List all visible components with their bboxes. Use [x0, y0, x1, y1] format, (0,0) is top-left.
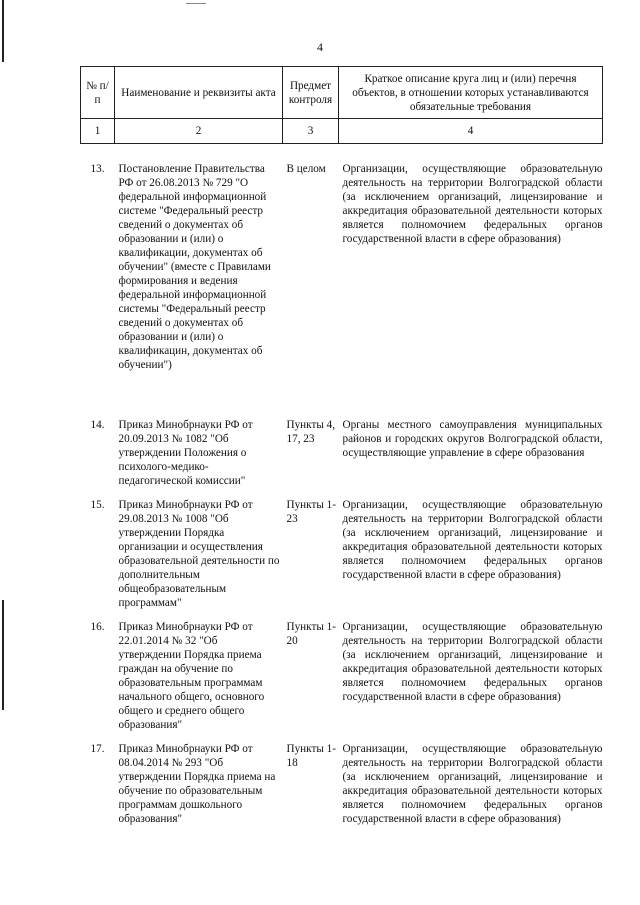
header-description: Краткое описание круга лиц и (или) перечня объектов, в отношении которых устанавливаются обязательные требования [339, 67, 603, 119]
row-description: Органы местного самоуправления муниципальных районов и городских округов Волгоградской области, осуществляющие управление в сфере образования [342, 419, 603, 459]
header-num: № п/п [81, 67, 115, 119]
row-number: 16. [90, 621, 105, 633]
row-act: Приказ Минобрнауки РФ от 29.08.2013 № 1008 "Об утверждении Порядка организации и осуществления образовательной деятельности по дополнительным общеобразовательным программам" [118, 499, 280, 609]
row-subject: Пункты 1-23 [286, 499, 336, 525]
row-description: Организации, осуществляющие образовательную деятельность на территории Волгоградской области (за исключением организаций, лицензирование и аккредитация образовательной деятельности которых является полномочием федеральных органов государственной власти в сфере образования) [342, 499, 603, 581]
row-act: Приказ Минобрнауки РФ от 20.09.2013 № 1082 "Об утверждении Положения о психолого-медико-педагогической комиссии" [118, 419, 253, 487]
column-index-cell: 2 [115, 119, 283, 144]
row-subject: В целом [286, 163, 326, 175]
row-subject: Пункты 1-20 [286, 621, 336, 647]
table-row [81, 144, 603, 419]
row-subject: Пункты 4, 17, 23 [286, 419, 336, 445]
table-row [81, 742, 603, 852]
row-description: Организации, осуществляющие образовательную деятельность на территории Волгоградской области (за исключением организаций, лицензирование и аккредитация образовательной деятельности которых является полномочием федеральных органов государственной власти в сфере образования) [342, 621, 603, 703]
row-act: Приказ Минобрнауки РФ от 22.01.2014 № 32 "Об утверждении Порядка приема граждан на обучение по образовательным программам начального общего, основного общего и среднего общего образования" [118, 621, 265, 731]
row-number: 13. [90, 163, 105, 175]
requirements-table [80, 66, 603, 852]
row-subject: Пункты 1-18 [286, 743, 336, 769]
table-header-row [81, 67, 603, 119]
row-act: Приказ Минобрнауки РФ от 08.04.2014 № 293 "Об утверждении Порядка приема на обучение по образовательным программам дошкольного образования" [118, 743, 276, 825]
table-row [81, 418, 603, 498]
row-description: Организации, осуществляющие образовательную деятельность на территории Волгоградской области (за исключением организаций, лицензирование и аккредитация образовательной деятельности которых является полномочием федеральных органов государственной власти в сфере образования) [342, 163, 603, 245]
table-row [81, 498, 603, 620]
row-act: Постановление Правительства РФ от 26.08.2013 № 729 "О федеральной информационной системе "Федеральный реестр сведений о документах об образовании и (или) о квалификации, документах об обучении" (вместе с Правилами формирования и ведения федеральной информационной системы "Федеральный реестр сведений о документах об образовании и (или) о квалификацин, документах об обучении") [118, 163, 271, 371]
scan-mark-top [186, 3, 206, 4]
column-index-row [81, 119, 603, 144]
row-number: 15. [90, 499, 105, 511]
column-index-cell: 4 [339, 119, 603, 144]
header-act: Наименование и реквизиты акта [115, 67, 283, 119]
column-index-cell: 1 [81, 119, 115, 144]
scan-mark-left-bottom [2, 600, 4, 710]
column-index-cell: 3 [283, 119, 339, 144]
table-row [81, 620, 603, 742]
row-number: 17. [90, 743, 105, 755]
row-description: Организации, осуществляющие образовательную деятельность на территории Волгоградской области (за исключением организаций, лицензирование и аккредитация образовательной деятельности которых является полномочием федеральных органов государственной власти в сфере образования) [342, 743, 603, 825]
page-number: 4 [317, 40, 323, 54]
row-number: 14. [90, 419, 105, 431]
header-subject: Предмет контроля [283, 67, 339, 119]
